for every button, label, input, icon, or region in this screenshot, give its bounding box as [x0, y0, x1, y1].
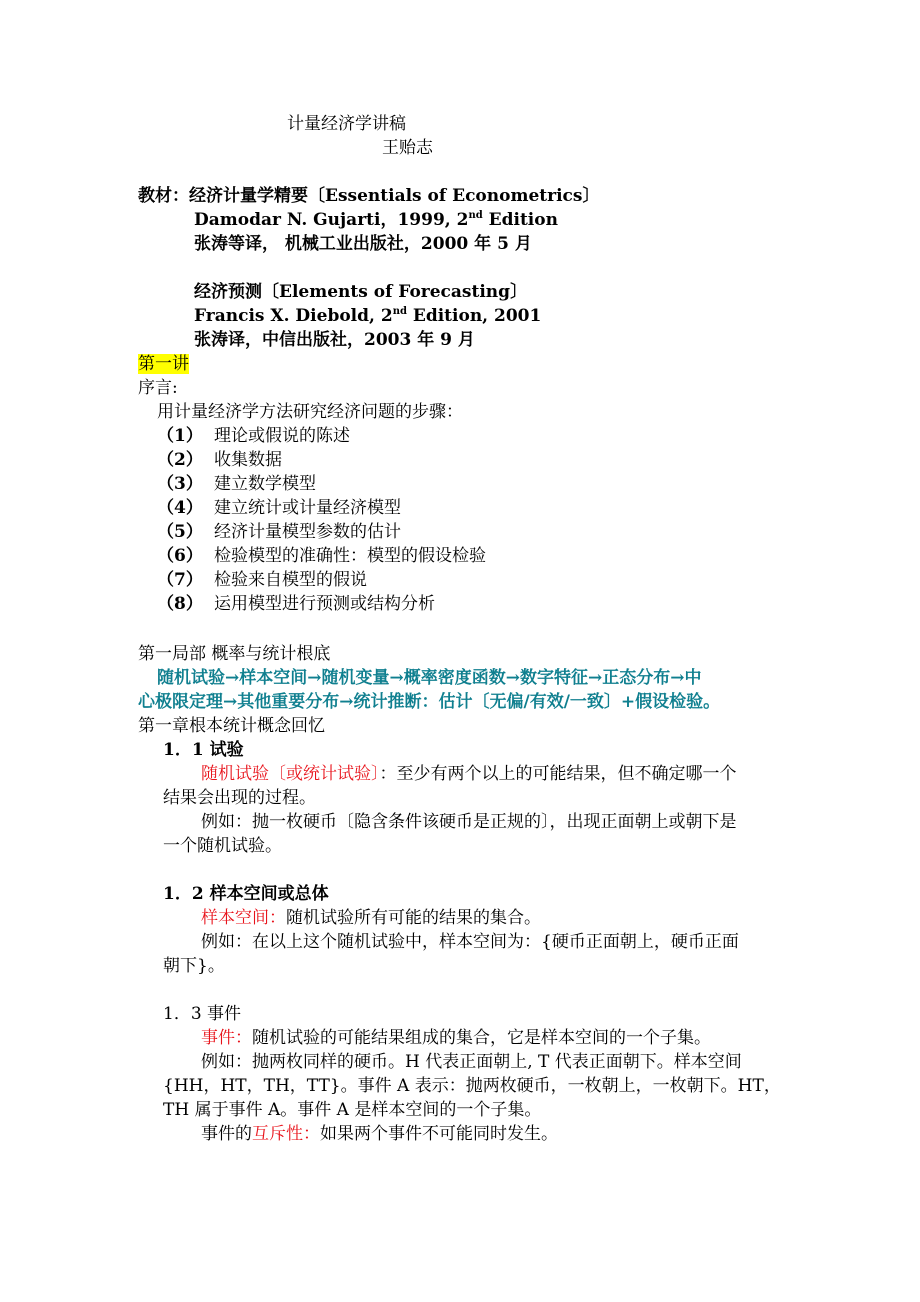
section-1-3-example-cont1: {HH，HT，TH，TT}。事件 A 表示：抛两枚硬币，一枚朝上，一枚朝下。HT， [163, 1076, 781, 1096]
section-1-2-heading: 1．2 样本空间或总体 [163, 884, 329, 904]
definition-text: ：至少有两个以上的可能结果，但不确定哪一个 [379, 764, 737, 784]
book1-title-cn: 经济计量学精要〔 [189, 186, 325, 206]
textbook-label-text: 教材： [138, 186, 189, 206]
list-item [157, 592, 435, 616]
preface-label: 序言: [138, 378, 178, 398]
step-text: 理论或假说的陈述 [214, 426, 350, 446]
section-1-2-example: 例如：在以上这个随机试验中，样本空间为：{硬币正面朝上，硬币正面 [201, 932, 739, 952]
book1-author-sup: nd [468, 210, 483, 221]
step-number: （8） [157, 594, 203, 614]
section-1-1-example-cont: 一个随机试验。 [163, 836, 282, 856]
concept-flow-line1: 随机试验→样本空间→随机变量→概率密度函数→数字特征→正态分布→中 [157, 668, 702, 688]
list-item [157, 496, 401, 520]
term-random-experiment: 随机试验〔或统计试验〕 [201, 764, 380, 784]
book2-author-pre: Francis X. Diebold, 2 [194, 306, 393, 326]
book2-title [194, 280, 527, 304]
definition-text: 随机试验所有可能的结果的集合。 [286, 908, 541, 928]
book1-title-en: Essentials of Econometrics [325, 186, 583, 206]
section-1-3-example-cont2: TH 属于事件 A。事件 A 是样本空间的一个子集。 [163, 1100, 542, 1120]
book2-title-cn: 经济预测〔 [194, 282, 279, 302]
step-number: （3） [157, 474, 203, 494]
step-text: 建立统计或计量经济模型 [214, 498, 401, 518]
book2-title-close: 〕 [510, 282, 528, 302]
list-item [157, 544, 486, 568]
definition-text: 随机试验的可能结果组成的集合，它是样本空间的一个子集。 [252, 1028, 711, 1048]
part-heading: 第一局部 概率与统计根底 [138, 644, 331, 664]
mutex-prefix: 事件的 [201, 1124, 252, 1144]
book2-author [194, 304, 541, 328]
step-number: （1） [157, 426, 203, 446]
step-number: （7） [157, 570, 203, 590]
textbook-label [138, 184, 599, 208]
step-text: 检验来自模型的假说 [214, 570, 367, 590]
list-item [157, 568, 367, 592]
section-1-3-mutex [201, 1122, 558, 1146]
list-item [157, 472, 316, 496]
book1-author-post: Edition [482, 210, 558, 230]
term-mutual-exclusivity: 互斥性： [252, 1124, 320, 1144]
section-1-1-example: 例如：抛一枚硬币〔隐含条件该硬币是正规的〕，出现正面朝上或朝下是 [201, 812, 737, 832]
step-number: （4） [157, 498, 203, 518]
list-item [157, 424, 350, 448]
section-1-3-definition [201, 1026, 711, 1050]
author-name: 王贻志 [382, 138, 433, 158]
section-1-3-heading: 1．3 事件 [163, 1004, 242, 1024]
step-number: （5） [157, 522, 203, 542]
step-text: 建立数学模型 [214, 474, 316, 494]
concept-flow-line2: 心极限定理→其他重要分布→统计推断：估计〔无偏/有效/一致〕+假设检验。 [138, 692, 721, 712]
section-1-2-example-cont: 朝下}。 [163, 956, 225, 976]
section-1-3-example: 例如：抛两枚同样的硬币。H 代表正面朝上, T 代表正面朝下。样本空间 [201, 1052, 742, 1072]
book2-author-sup: nd [392, 306, 407, 317]
list-item [157, 520, 401, 544]
book1-author [194, 208, 558, 232]
mutex-definition: 如果两个事件不可能同时发生。 [320, 1124, 558, 1144]
term-sample-space: 样本空间： [201, 908, 286, 928]
book1-translation: 张涛等译， 机械工业出版社，2000 年 5 月 [194, 234, 532, 254]
step-text: 检验模型的准确性：模型的假设检验 [214, 546, 486, 566]
list-item [157, 448, 282, 472]
step-text: 运用模型进行预测或结构分析 [214, 594, 435, 614]
section-1-1-definition [201, 762, 737, 786]
book2-translation: 张涛译，中信出版社，2003 年 9 月 [194, 330, 475, 350]
book1-title-close: 〕 [582, 186, 600, 206]
step-number: （6） [157, 546, 203, 566]
book2-author-post: Edition, 2001 [406, 306, 542, 326]
document-title: 计量经济学讲稿 [287, 114, 406, 134]
step-text: 经济计量模型参数的估计 [214, 522, 401, 542]
term-event: 事件： [201, 1028, 252, 1048]
lecture-heading [138, 352, 189, 376]
step-text: 收集数据 [214, 450, 282, 470]
steps-intro: 用计量经济学方法研究经济问题的步骤： [157, 402, 463, 422]
book1-author-pre: Damodar N. Gujarti，1999, 2 [194, 210, 469, 230]
section-1-1-heading: 1．1 试验 [163, 740, 244, 760]
lecture-heading-text: 第一讲 [138, 354, 189, 374]
book2-title-en: Elements of Forecasting [279, 282, 511, 302]
section-1-2-definition [201, 906, 541, 930]
chapter-heading: 第一章根本统计概念回忆 [138, 716, 325, 736]
step-number: （2） [157, 450, 203, 470]
section-1-1-definition-cont: 结果会出现的过程。 [163, 788, 316, 808]
